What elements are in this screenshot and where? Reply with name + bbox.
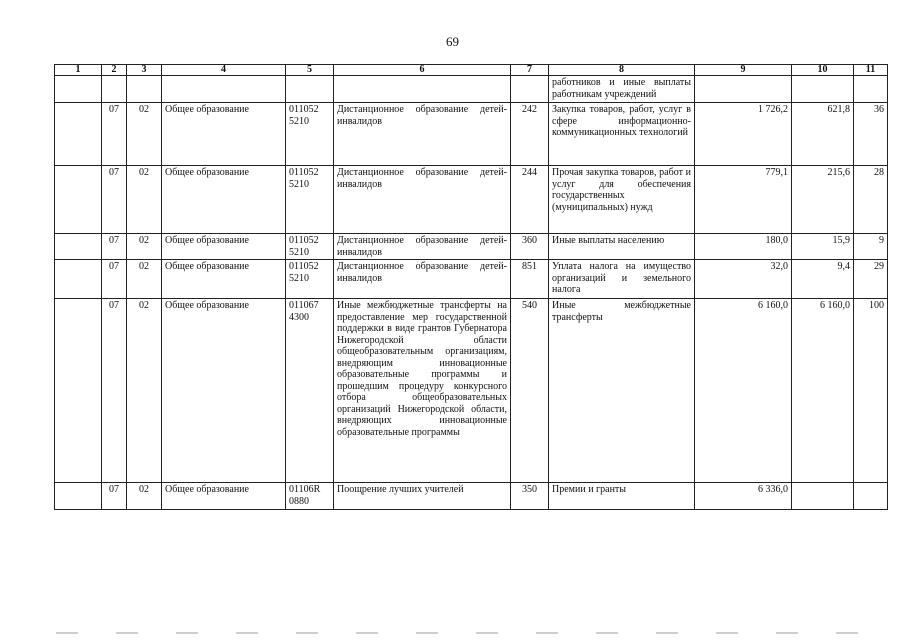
cell-plan [695,76,792,103]
cell-expense-name: работников и иные выплаты работникам учреждений [549,76,695,103]
cell-plan: 6 336,0 [695,483,792,510]
cell-c1 [55,103,102,166]
table-row [55,234,888,260]
cell-target-code: 011052 5210 [286,234,334,260]
table-row [55,483,888,510]
cell-section: 07 [102,299,127,483]
cell-percent: 9 [854,234,888,260]
header-col-4: 4 [162,65,286,76]
cell-plan: 6 160,0 [695,299,792,483]
header-col-11: 11 [854,65,888,76]
cell-subsection: 02 [127,483,162,510]
cell-subsection-name: Общее образование [162,103,286,166]
cell-expense-code: 244 [511,166,549,234]
header-col-1: 1 [55,65,102,76]
cell-target-name: Дистанционное образование детей-инвалидов [334,260,511,299]
page-number: 69 [446,34,459,49]
cell-section: 07 [102,260,127,299]
cell-target-code: 011067 4300 [286,299,334,483]
cell-percent [854,483,888,510]
cell-section [102,76,127,103]
cell-subsection: 02 [127,166,162,234]
cell-target-name: Иные межбюджетные трансферты на предоставление мер государственной поддержки в виде грантов Губернатора Нижегородской области общеобразовательным организациям, внедряющим инновационные образовательные программы и прошедшим процедуру конкурсного отбора общеобразовательных организаций Нижегородской области, внедряющих инновационные образовательные программы [334,299,511,483]
cell-expense-code: 350 [511,483,549,510]
cell-percent: 29 [854,260,888,299]
cell-percent: 28 [854,166,888,234]
cell-actual [792,76,854,103]
cell-percent: 100 [854,299,888,483]
cell-plan: 1 726,2 [695,103,792,166]
cell-percent: 36 [854,103,888,166]
cell-subsection-name: Общее образование [162,483,286,510]
cell-expense-name: Уплата налога на имущество организаций и земельного налога [549,260,695,299]
cell-actual: 215,6 [792,166,854,234]
table-row [55,76,888,103]
cell-target-code: 011052 5210 [286,103,334,166]
cell-target-code [286,76,334,103]
cell-section: 07 [102,103,127,166]
cell-target-code: 01106R 0880 [286,483,334,510]
cell-actual: 9,4 [792,260,854,299]
cell-subsection-name: Общее образование [162,299,286,483]
cell-target-name: Поощрение лучших учителей [334,483,511,510]
cell-plan: 779,1 [695,166,792,234]
cell-actual: 6 160,0 [792,299,854,483]
cell-expense-name: Премии и гранты [549,483,695,510]
cell-target-code: 011052 5210 [286,166,334,234]
cell-section: 07 [102,234,127,260]
cell-target-name [334,76,511,103]
header-col-2: 2 [102,65,127,76]
cell-actual: 621,8 [792,103,854,166]
cell-expense-code: 242 [511,103,549,166]
table-row [55,103,888,166]
header-col-5: 5 [286,65,334,76]
cell-target-name: Дистанционное образование детей-инвалидов [334,103,511,166]
cell-plan: 32,0 [695,260,792,299]
cell-target-name: Дистанционное образование детей-инвалидов [334,166,511,234]
cell-expense-code: 360 [511,234,549,260]
cell-c1 [55,76,102,103]
cell-c1 [55,483,102,510]
cell-actual [792,483,854,510]
header-col-8: 8 [549,65,695,76]
cell-plan: 180,0 [695,234,792,260]
header-col-7: 7 [511,65,549,76]
header-col-3: 3 [127,65,162,76]
cell-subsection: 02 [127,234,162,260]
cell-expense-code: 540 [511,299,549,483]
cell-subsection-name: Общее образование [162,234,286,260]
cell-c1 [55,234,102,260]
scan-artifact-line [56,632,876,634]
header-col-9: 9 [695,65,792,76]
cell-c1 [55,260,102,299]
header-col-6: 6 [334,65,511,76]
cell-c1 [55,299,102,483]
cell-target-name: Дистанционное образование детей-инвалидов [334,234,511,260]
cell-expense-name: Иные межбюджетные трансферты [549,299,695,483]
header-col-10: 10 [792,65,854,76]
table-row [55,260,888,299]
cell-target-code: 011052 5210 [286,260,334,299]
cell-subsection-name [162,76,286,103]
cell-expense-name: Иные выплаты населению [549,234,695,260]
cell-section: 07 [102,483,127,510]
cell-expense-name: Прочая закупка товаров, работ и услуг для обеспечения государственных (муниципальных) нужд [549,166,695,234]
table-row [55,166,888,234]
budget-table [54,64,888,510]
cell-section: 07 [102,166,127,234]
cell-expense-name: Закупка товаров, работ, услуг в сфере информационно-коммуникационных технологий [549,103,695,166]
cell-subsection-name: Общее образование [162,166,286,234]
cell-subsection-name: Общее образование [162,260,286,299]
cell-subsection: 02 [127,260,162,299]
cell-subsection: 02 [127,299,162,483]
cell-subsection: 02 [127,103,162,166]
cell-expense-code: 851 [511,260,549,299]
table-header-row [55,65,888,76]
cell-subsection [127,76,162,103]
table-row [55,299,888,483]
cell-c1 [55,166,102,234]
cell-percent [854,76,888,103]
cell-actual: 15,9 [792,234,854,260]
cell-expense-code [511,76,549,103]
